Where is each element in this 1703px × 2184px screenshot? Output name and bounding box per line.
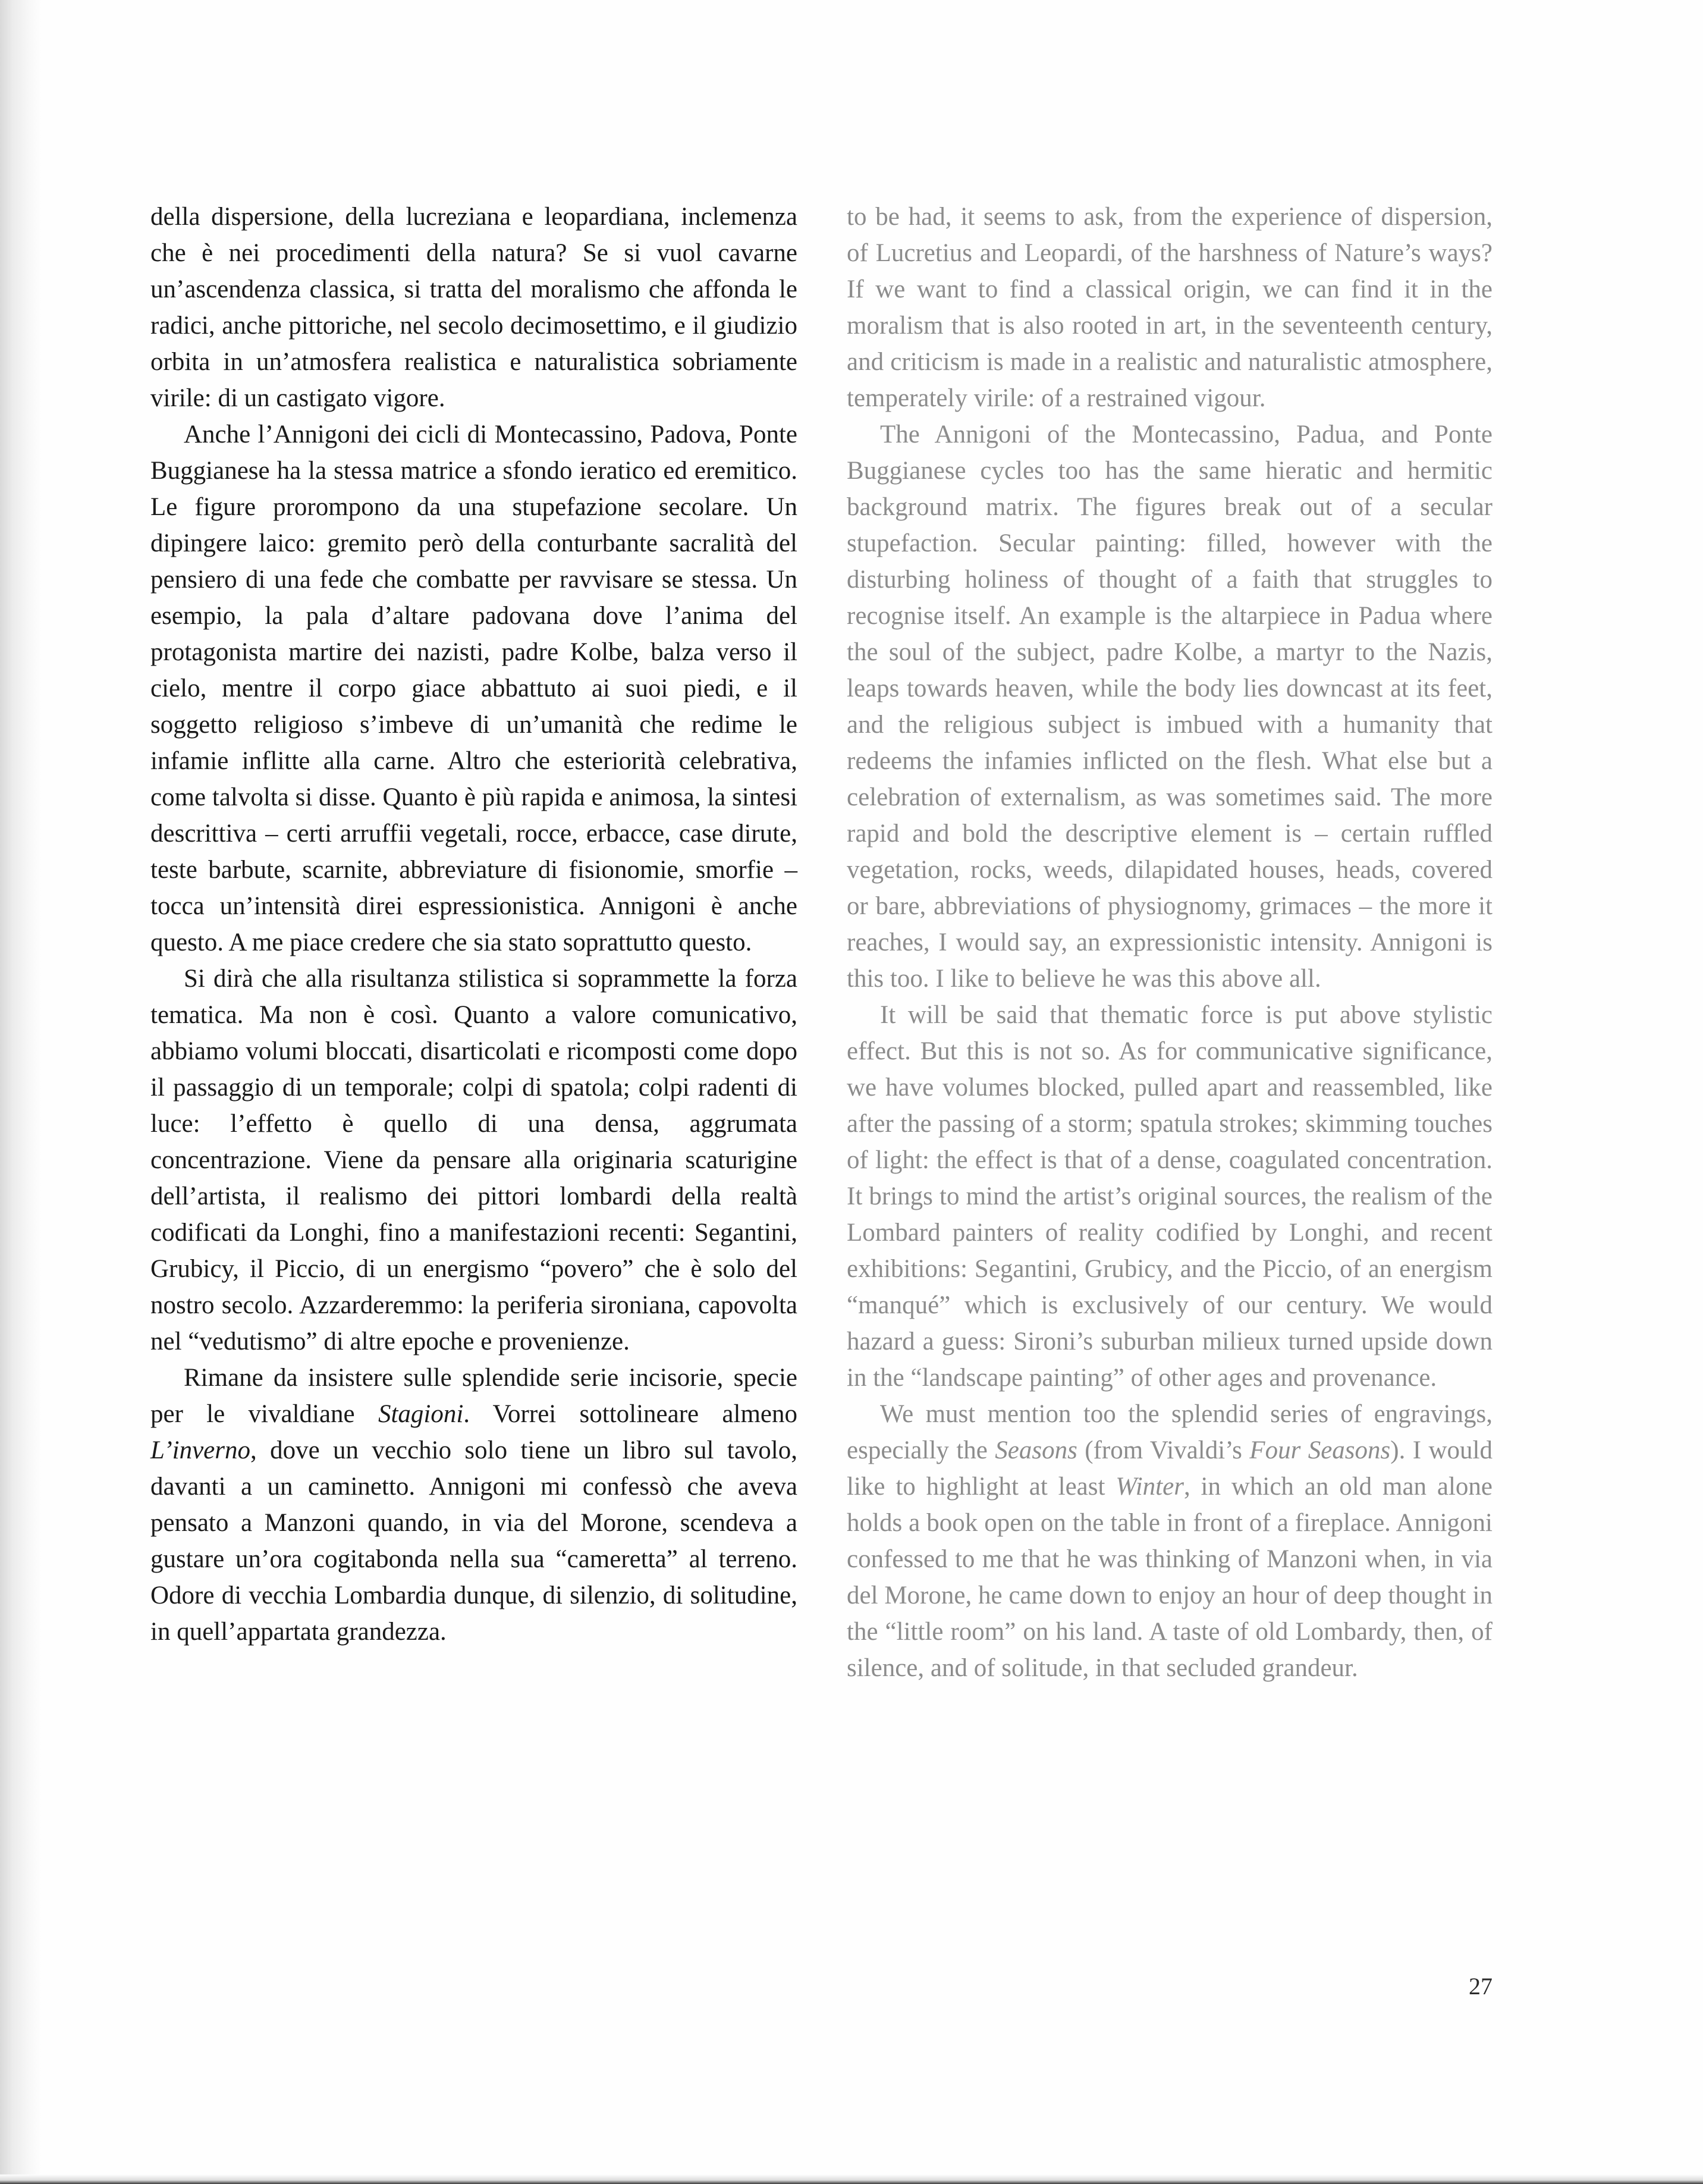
english-paragraph-4-text-d: , in which an old man alone holds a book open on the table in front of a fireplace. Annigoni confessed to me that he was thinking of Manzoni when, in via del Morone, he came down to enjoy an hour of deep thought in the “little room” on his land. A taste of old Lombardy, then, of silence, and of solitude, in that secluded grandeur. (847, 1473, 1493, 1682)
english-paragraph-2: The Annigoni of the Montecassino, Padua, and Ponte Buggianese cycles too has the same hieratic and hermitic background matrix. The figures break out of a secular stupefaction. Secular painting: filled, however with the disturbing holiness of thought of a faith that struggles to recognise itself. An example is the altarpiece in Padua where the soul of the subject, padre Kolbe, a martyr to the Nazis, leaps towards heaven, while the body lies downcast at its feet, and the religious subject is imbued with a humanity that redeems the infamies inflicted on the flesh. What else but a celebration of externalism, as was sometimes said. The more rapid and bold the descriptive element is – certain ruffled vegetation, rocks, weeds, dilapidated houses, heads, covered or bare, abbreviations of physiognomy, grimaces – the more it reaches, I would say, an expressionistic intensity. Annigoni is this too. I like to believe he was this above all. (847, 421, 1493, 993)
english-italic-title-winter: Winter (1116, 1473, 1184, 1501)
binding-gutter-shadow (0, 0, 42, 2184)
english-paragraph-4 (847, 1396, 1493, 1686)
italian-italic-title-inverno: L’inverno (150, 1436, 250, 1464)
italian-paragraph-2: Anche l’Annigoni dei cicli di Montecassino, Padova, Ponte Buggianese ha la stessa matrice a sfondo ieratico ed eremitico. Le figure prorompono da una stupefazione secolare. Un dipingere laico: gremito però della conturbante sacralità del pensiero di una fede che combatte per ravvisare se stessa. Un esempio, la pala d’altare padovana dove l’anima del protagonista martire dei nazisti, padre Kolbe, balza verso il cielo, mentre il corpo giace abbattuto ai suoi piedi, e il soggetto religioso s’imbeve di un’umanità che redime le infamie inflitte alla carne. Altro che esteriorità celebrativa, come talvolta si disse. Quanto è più rapida e animosa, la sintesi descrittiva – certi arruffii vegetali, rocce, erbacce, case dirute, teste barbute, scarnite, abbreviature di fisionomie, smorfie – tocca un’intensità direi espressionistica. Annigoni è anche questo. A me piace credere che sia stato soprattutto questo. (150, 421, 797, 956)
english-paragraph-1: to be had, it seems to ask, from the experience of dispersion, of Lucretius and Leopardi, of the harshness of Nature’s ways? If we want to find a classical origin, we can find it in the moralism that is also rooted in art, in the seventeenth century, and criticism is made in a realistic and naturalistic atmosphere, temperately virile: of a restrained vigour. (847, 203, 1493, 412)
page-number: 27 (1469, 1973, 1493, 2000)
english-text-column (847, 199, 1493, 1686)
scan-bottom-edge (0, 2174, 1703, 2184)
italian-paragraph-4-text-c: , dove un vecchio solo tiene un libro sul tavolo, davanti a un caminetto. Annigoni mi confessò che aveva pensato a Manzoni quando, in via del Morone, scendeva a gustare un’ora cogitabonda nella sua “cameretta” al terreno. Odore di vecchia Lombardia dunque, di silenzio, di solitudine, in quell’appartata grandezza. (150, 1436, 797, 1646)
italian-paragraph-4 (150, 1360, 797, 1650)
italian-paragraph-4-text-b: . Vorrei sottolineare almeno (463, 1400, 797, 1428)
italian-paragraph-3: Si dirà che alla risultanza stilistica si soprammette la forza tematica. Ma non è così. Quanto a valore comunicativo, abbiamo volumi bloccati, disarticolati e ricomposti come dopo il passaggio di un temporale; colpi di spatola; colpi radenti di luce: l’effetto è quello di una densa, aggrumata concentrazione. Viene da pensare alla originaria scaturigine dell’artista, il realismo dei pittori lombardi della realtà codificati da Longhi, fino a manifestazioni recenti: Segantini, Grubicy, il Piccio, di un energismo “povero” che è solo del nostro secolo. Azzarderemmo: la periferia sironiana, capovolta nel “vedutismo” di altre epoche e provenienze. (150, 965, 797, 1355)
italian-paragraph-4-text-a: Rimane da insistere sulle splendide serie incisorie, specie per le vivaldiane (150, 1364, 797, 1428)
english-paragraph-4-text-c: ). I would like to highlight at least (847, 1436, 1493, 1501)
english-paragraph-3: It will be said that thematic force is put above stylistic effect. But this is not so. As for communicative significance, we have volumes blocked, pulled apart and reassembled, like after the passing of a storm; spatula strokes; skimming touches of light: the effect is that of a dense, coagulated concentration. It brings to mind the artist’s original sources, the realism of the Lombard painters of reality codified by Longhi, and recent exhibitions: Segantini, Grubicy, and the Piccio, of an energism “manqué” which is exclusively of our century. We would hazard a guess: Sironi’s suburban milieux turned upside down in the “landscape painting” of other ages and provenance. (847, 1001, 1493, 1392)
english-italic-title-seasons: Seasons (995, 1436, 1077, 1464)
english-paragraph-4-text-b: (from Vivaldi’s (1077, 1436, 1250, 1464)
english-paragraph-4-text-a: We must mention too the splendid series of engravings, especially the (847, 1400, 1493, 1464)
italian-italic-title-stagioni: Stagioni (378, 1400, 464, 1428)
english-italic-title-four-seasons: Four Seasons (1249, 1436, 1391, 1464)
italian-text-column (150, 199, 797, 1650)
italian-paragraph-1: della dispersione, della lucreziana e leopardiana, inclemenza che è nei procedimenti della natura? Se si vuol cavarne un’ascendenza classica, si tratta del moralismo che affonda le radici, anche pittoriche, nel secolo decimosettimo, e il giudizio orbita in un’atmosfera realistica e naturalistica sobriamente virile: di un castigato vigore. (150, 203, 797, 412)
